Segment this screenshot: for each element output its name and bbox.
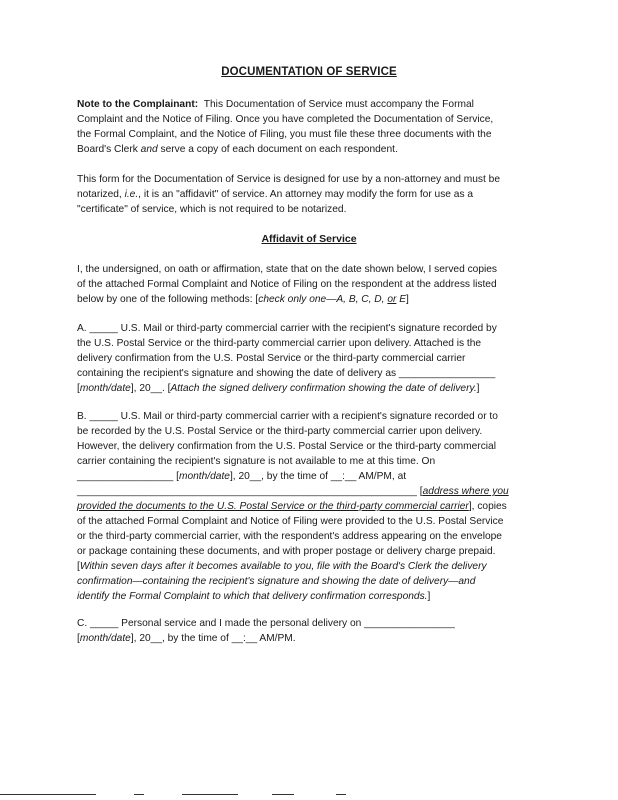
- footer-rule-4: [272, 794, 294, 795]
- option-b-line-7b: ], copies: [468, 501, 507, 512]
- option-c-line-2a: [: [77, 633, 80, 644]
- footer-rule-2: [134, 794, 144, 795]
- affidavit-intro: [77, 262, 543, 307]
- note-line-4a: Board's Clerk: [77, 144, 141, 155]
- option-b-line-2: be recorded by the U.S. Postal Service or the third-party commercial carrier upon delivery.: [77, 426, 483, 437]
- option-b-line-13b: ]: [427, 591, 431, 602]
- form-description: [77, 172, 543, 217]
- intro-line-3-italic: check only one—A, B, C, D,: [258, 294, 388, 305]
- form-desc-ie: i.e.: [124, 189, 139, 200]
- option-b-month-date: month/date: [178, 471, 230, 482]
- option-a-line-2: the U.S. Postal Service or the third-party commercial carrier upon delivery. Attached is the: [77, 338, 482, 349]
- option-b-line-11a: [: [77, 561, 80, 572]
- option-a: [77, 321, 543, 396]
- option-a-line-3: delivery confirmation from the U.S. Postal Service or the third-party commercial carrier: [77, 353, 466, 364]
- option-b-line-11-italic: Within seven days after it becomes available to you, file with the Board's Clerk the delivery: [79, 561, 487, 572]
- form-desc-line-2a: notarized,: [77, 189, 125, 200]
- option-a-line-4: containing the recipient's signature and showing the date of delivery as _________________: [77, 368, 496, 379]
- option-c-line-1: C. _____ Personal service and I made the personal delivery on ________________: [77, 618, 455, 629]
- affidavit-heading: Affidavit of Service: [261, 233, 357, 245]
- note-to-complainant: [77, 97, 543, 157]
- option-a-line-1: A. _____ U.S. Mail or third-party commercial carrier with the recipient's signature recorded by: [77, 323, 497, 334]
- document-title: DOCUMENTATION OF SERVICE: [221, 66, 397, 78]
- form-desc-line-2b: , it is an "affidavit" of service. An attorney may modify the form for use as a: [138, 189, 474, 200]
- intro-e: E: [396, 294, 407, 305]
- form-desc-line-1: This form for the Documentation of Service is designed for use by a non-attorney and must be: [77, 174, 501, 185]
- footer-rule-1: [0, 794, 96, 795]
- option-b-address-note: address where you: [422, 486, 509, 497]
- form-desc-line-3: "certificate" of service, which is not required to be notarized.: [77, 204, 347, 215]
- option-b-line-5a: _________________ [: [77, 471, 179, 482]
- footer-scan-marks: [0, 788, 618, 800]
- option-c-line-2b: ], 20__, by the time of __:__ AM/PM.: [130, 633, 296, 644]
- option-a-line-5c: ]: [476, 383, 480, 394]
- option-b-line-10: or package containing these documents, and with proper postage or delivery charge prepaid.: [77, 546, 496, 557]
- intro-line-3a: below by one of the following methods: [: [77, 294, 259, 305]
- option-a-line-5b: ], 20__. [: [130, 383, 171, 394]
- intro-line-1: I, the undersigned, on oath or affirmation, state that on the date shown below, I served copies: [77, 264, 498, 275]
- option-b-line-4: carrier containing the recipient's signature is not available to me at this time. On: [77, 456, 436, 467]
- option-a-line-5a: [: [77, 383, 80, 394]
- intro-or: or: [387, 294, 397, 305]
- option-b-line-5b: ], 20__, by the time of __:__ AM/PM, at: [229, 471, 407, 482]
- note-line-3: the Formal Complaint, and the Notice of Filing, you must file these three documents with the: [77, 129, 492, 140]
- note-line-2: Complaint and the Notice of Filing. Once you have completed the Documentation of Service,: [77, 114, 494, 125]
- option-b-provided-note: provided the documents to the U.S. Postal Service or the third-party commercial carrier: [77, 501, 469, 512]
- note-line-1: This Documentation of Service must accompany the Formal: [203, 99, 474, 110]
- note-label: Note to the Complainant:: [77, 99, 199, 110]
- option-b-line-3: However, the delivery confirmation from the U.S. Postal Service or the third-party commercial: [77, 441, 496, 452]
- option-b-line-6a: ____________________________________________________________ [: [77, 486, 423, 497]
- option-b-line-8: of the attached Formal Complaint and Notice of Filing were provided to the U.S. Postal Service: [77, 516, 504, 527]
- option-a-month-date: month/date: [79, 383, 131, 394]
- option-b-line-9: or the third-party commercial carrier, with the respondent's address appearing on the envelope: [77, 531, 502, 542]
- option-a-attach-note: Attach the signed delivery confirmation showing the date of delivery.: [170, 383, 477, 394]
- note-and: and: [140, 144, 158, 155]
- option-b-line-12: confirmation—containing the recipient's signature and showing the date of delivery—and: [77, 576, 476, 587]
- option-c: [77, 616, 543, 646]
- footer-rule-5: [336, 794, 346, 795]
- option-b-line-1: B. _____ U.S. Mail or third-party commercial carrier with a recipient's signature recorded or to: [77, 411, 498, 422]
- option-b-line-13-italic: identify the Formal Complaint to which that delivery confirmation corresponds.: [77, 591, 428, 602]
- intro-line-3b: ]: [406, 294, 409, 305]
- note-line-4b: serve a copy of each document on each respondent.: [157, 144, 398, 155]
- option-b: [77, 409, 543, 604]
- footer-rule-3: [182, 794, 238, 795]
- intro-line-2: of the attached Formal Complaint and Notice of Filing on the respondent at the address listed: [77, 279, 497, 290]
- option-c-month-date: month/date: [79, 633, 131, 644]
